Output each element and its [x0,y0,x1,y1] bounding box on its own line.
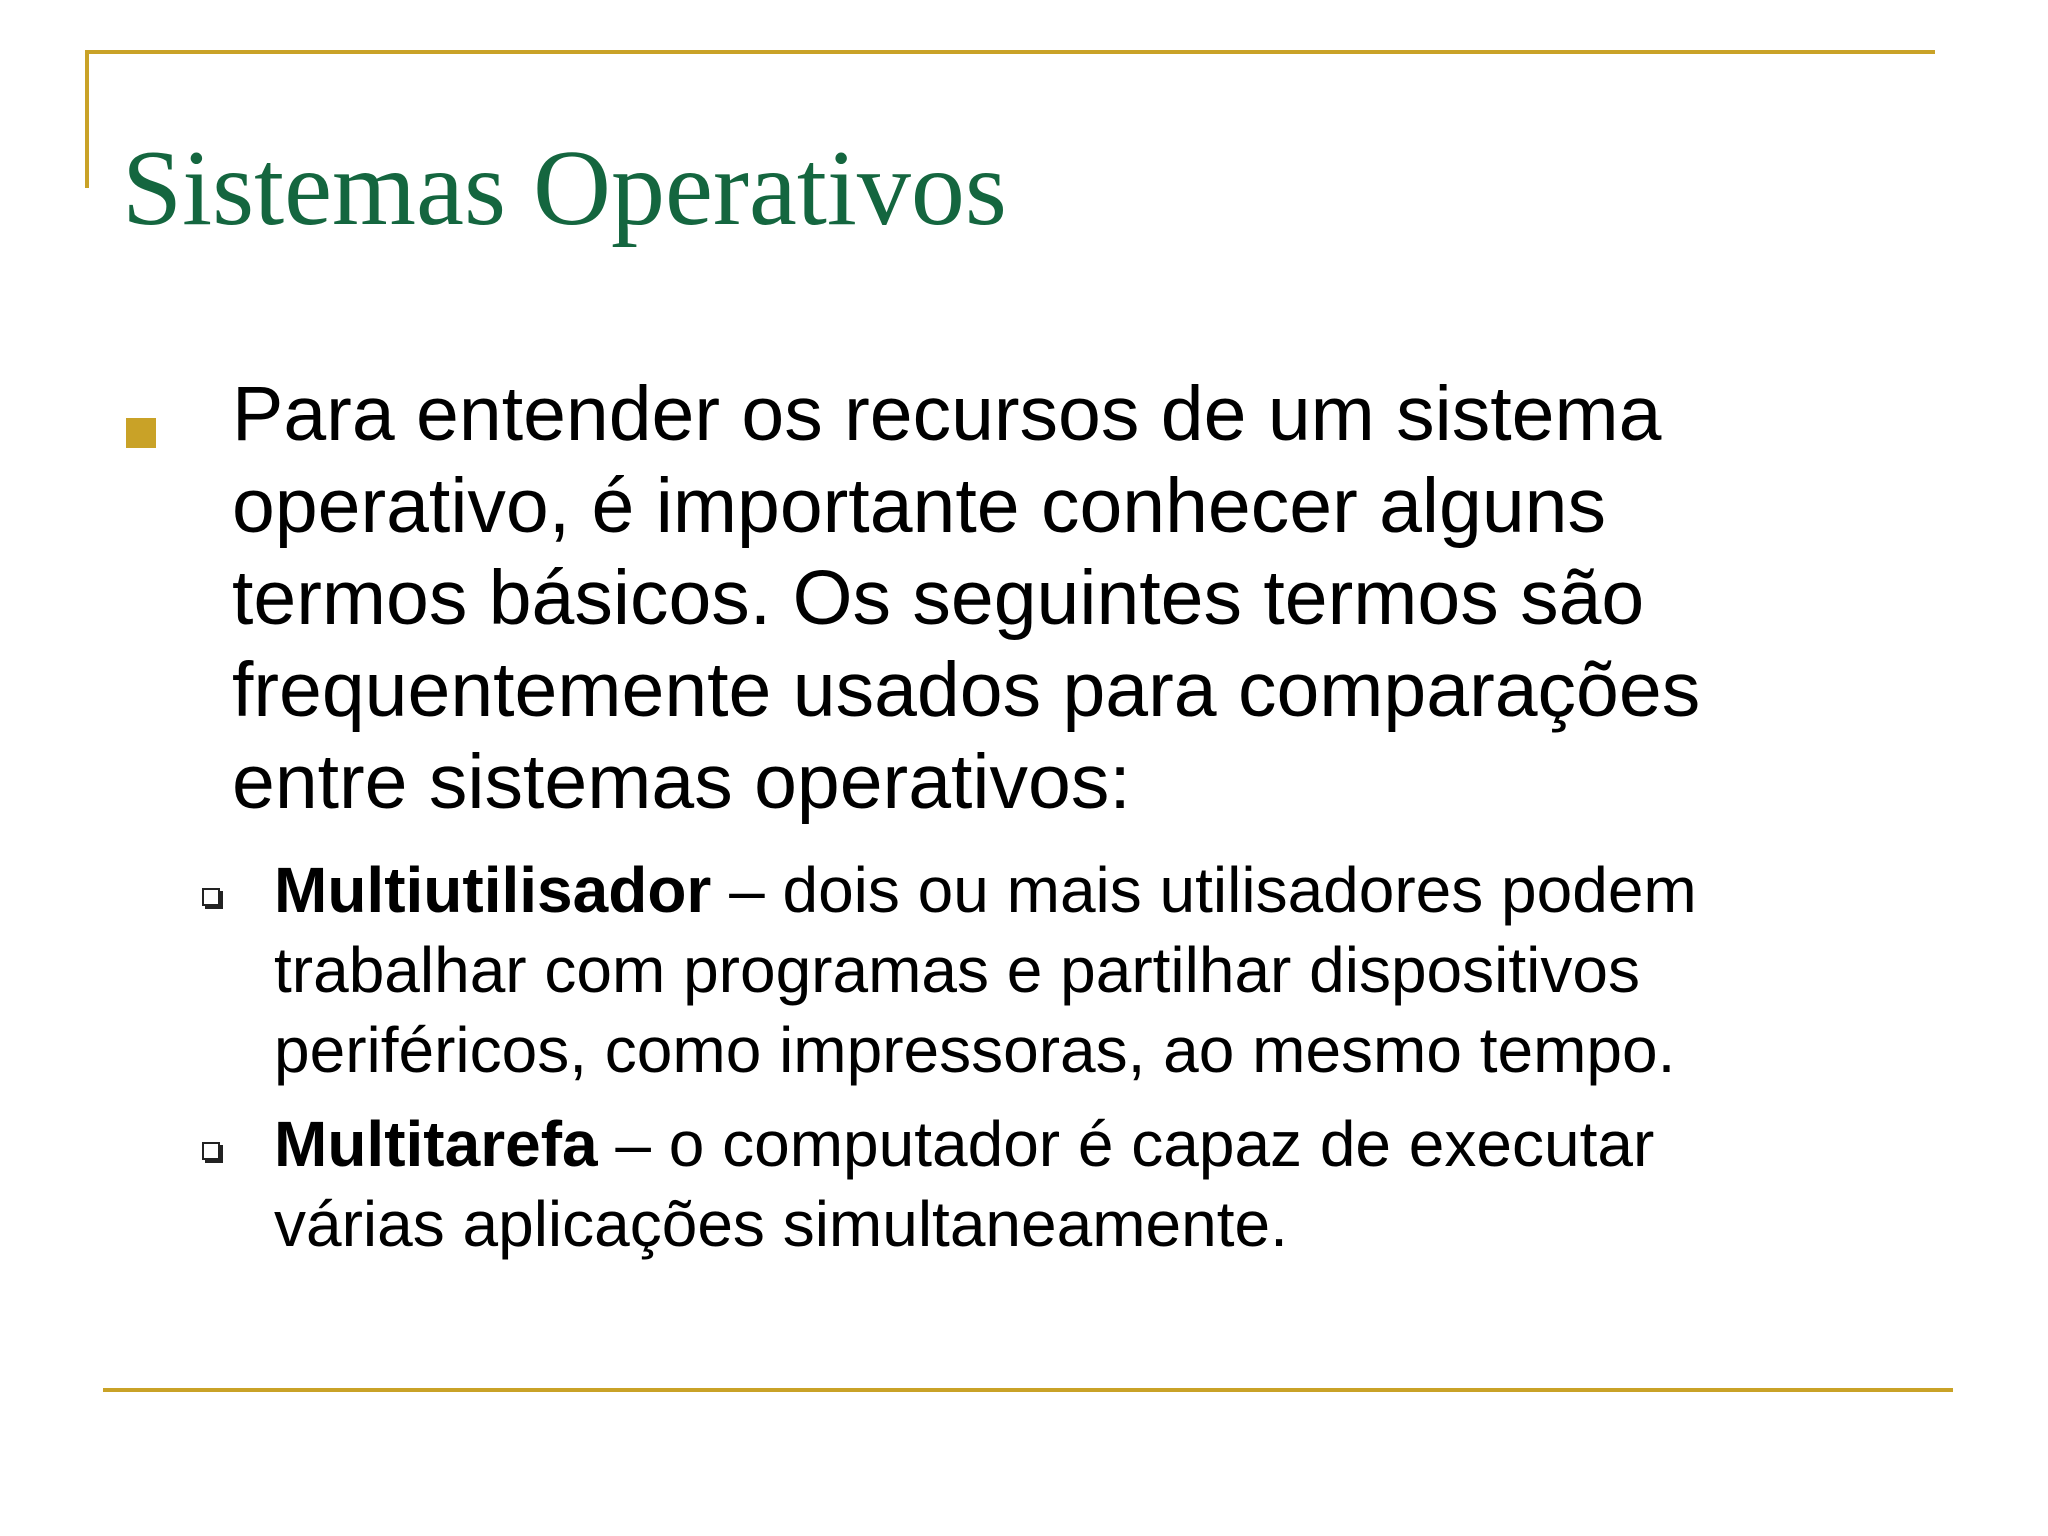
term-label: Multiutilisador [274,854,712,926]
slide-title: Sistemas Operativos [122,129,1007,248]
sub-bullet-line: várias aplicações simultaneamente. [274,1188,1288,1260]
sub-bullet-text [274,1104,1654,1264]
left-rule [85,50,89,188]
main-bullet-line: entre sistemas operativos: [232,739,1131,825]
sub-bullet-list [202,850,1946,1264]
main-bullet [126,368,1946,828]
slide-body [126,368,1946,1278]
main-bullet-line: frequentemente usados para comparações [232,647,1701,733]
hollow-square-bullet-icon [202,888,220,906]
main-bullet-line: operativo, é importante conhecer alguns [232,463,1607,549]
hollow-square-bullet-icon [202,1142,220,1160]
sub-bullet-line [274,850,1697,930]
top-rule [85,50,1935,54]
sub-bullet-multiutilisador [202,850,1946,1090]
sub-bullet-multitarefa [202,1104,1946,1264]
main-bullet-text [232,368,1700,828]
sub-bullet-line: trabalhar com programas e partilhar dispositivos [274,934,1640,1006]
sub-bullet-line [274,1104,1654,1184]
sub-bullet-line: periféricos, como impressoras, ao mesmo tempo. [274,1014,1676,1086]
sub-bullet-text [274,850,1697,1090]
square-bullet-icon [126,418,156,448]
main-bullet-line: Para entender os recursos de um sistema [232,371,1662,457]
term-definition: – dois ou mais utilisadores podem [711,854,1697,926]
bottom-rule [103,1388,1953,1392]
main-bullet-line: termos básicos. Os seguintes termos são [232,555,1645,641]
term-label: Multitarefa [274,1108,598,1180]
term-definition: – o computador é capaz de executar [597,1108,1655,1180]
